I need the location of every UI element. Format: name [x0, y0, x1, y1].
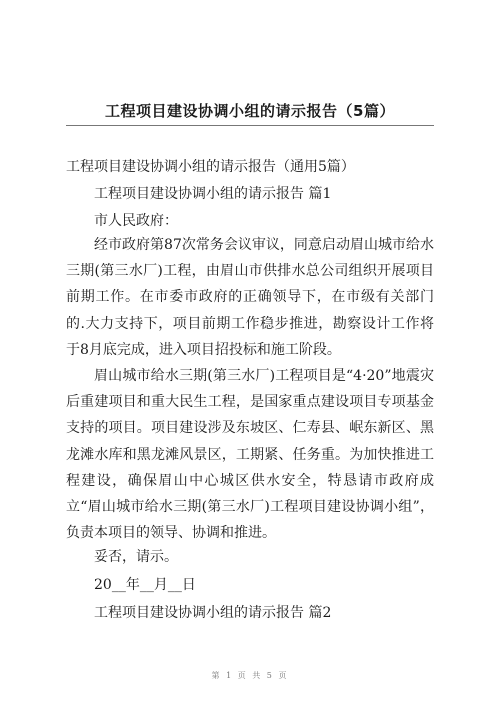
section-heading-1: 工程项目建设协调小组的请示报告 篇1 [94, 186, 332, 202]
body-paragraph-1: 经市政府第87次常务会议审议，同意启动眉山城市给水三期(第三水厂)工程，由眉山市供排水总公司组织开展项目前期工作。在市委市政府的正确领导下，在市级有关部门的.大力支持下，项目前期工作稳步推进，勘察设计工作将于8月底完成，进入项目招投标和施工阶段。 [66, 237, 434, 358]
salutation: 市人民政府： [94, 213, 178, 229]
page-footer: 第 1 页 共 5 页 [211, 671, 289, 680]
body-paragraph-2: 眉山城市给水三期(第三水厂)工程项目是“4·20”地震灾后重建项目和重大民生工程，是国家重点建设项目专项基金支持的项目。项目建设涉及东坡区、仁寿县、岷东新区、黑龙滩水库和黑龙滩风景区，工期紧、任务重。为加快推进工程建设，确保眉山中心城区供水安全，特恳请市政府成立“眉山城市给水三期(第三水厂)工程项目建设协调小组”，负责本项目的领导、协调和推进。 [66, 368, 434, 542]
date-line: 20__年__月__日 [94, 577, 196, 593]
page-title: 工程项目建设协调小组的请示报告（5篇） [105, 102, 395, 120]
document-heading: 工程项目建设协调小组的请示报告（通用5篇） [66, 159, 355, 175]
section-heading-2: 工程项目建设协调小组的请示报告 篇2 [94, 605, 332, 621]
closing-line: 妥否，请示。 [94, 549, 178, 565]
title-divider [66, 125, 434, 126]
